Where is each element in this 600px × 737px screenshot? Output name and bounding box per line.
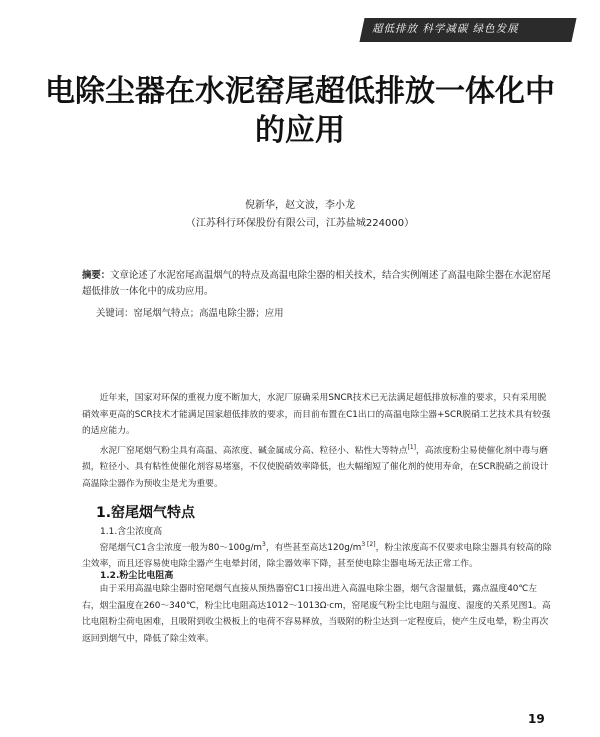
para2-text: 水泥厂窑尾烟气粉尘具有高温、高浓度、碱金属成分高、粒径小、粘性大等特点 (99, 445, 408, 456)
abstract-label: 摘要： (82, 270, 111, 281)
keywords (96, 305, 546, 319)
article-authors: 倪新华，赵文波，李小龙 (245, 200, 355, 211)
page-number: 19 (528, 712, 545, 726)
para2-reference: [1] (407, 444, 416, 451)
para2-text-rest: ，高浓度粉尘易使催化剂中毒与磨损，粒径小、具有粘性使催化剂容易堵塞，不仅使脱硝效率降低，也大幅缩短了催化剂的使用寿命，在SCR脱硝之前设计高温除尘器作为预收尘是尤为重要。 (82, 445, 549, 489)
abstract-text: 文章论述了水泥窑尾高温烟气的特点及高温电除尘器的相关技术，结合实例阐述了高温电除尘器在水泥窑尾超低排放一体化中的成功应用。 (82, 270, 551, 297)
subsection-1-1-heading: 1.1.含尘浓度高 (100, 527, 163, 537)
header-slogan: 超低排放 科学减碳 绿色发展 (372, 23, 519, 35)
sub1-superscript-2: 3 [2] (361, 541, 376, 548)
sub1-superscript: 3 (262, 541, 266, 548)
article-affiliation: （江苏科行环保股份有限公司，江苏盐城224000） (185, 218, 415, 229)
article-title: 电除尘器在水泥窑尾超低排放一体化中的应用 (45, 74, 555, 148)
keywords-label: 关键词： (96, 308, 134, 319)
sub1-text-a: 窑尾烟气C1含尘浓度一般为80～100g/m (99, 542, 262, 553)
keywords-text: 窑尾烟气特点；高温电除尘器；应用 (133, 308, 284, 319)
subsection-1-2-text: 由于采用高温电除尘器时窑尾烟气直接从预热器窑C1口接出进入高温电除尘器，烟气含湿量低，露点温度40℃左右，烟尘温度在260～340℃，粉尘比电阻高达1012～1013Ω·cm，窑尾废气粉尘比电阻与温度、湿度的关系见图1。高比电阻粉尘荷电困难，且吸附到收尘极板上的电荷不容易释放，当吸附的粉尘达到一定程度后，使产生反电晕，粉尘再次返回到烟气中，降低了除尘效率。 (82, 584, 551, 644)
section-1-heading: 1.窑尾烟气特点 (96, 505, 196, 521)
body-paragraph-2 (82, 440, 552, 492)
subsection-1-2-heading: 1.2.粉尘比电阻高 (100, 571, 174, 581)
body-paragraph-1: 近年来，国家对环保的重视力度不断加大，水泥厂原确采用SNCR技术已无法满足超低排放标准的要求，只有采用脱硝效率更高的SCR技术才能满足国家超低排放的要求，而目前布置在C1出口的高温电除尘器+SCR脱硝工艺技术具有较强的适应能力。 (82, 393, 551, 436)
sub1-text-c: ，粉尘浓度高不仅要求电除尘器具有较高的除尘效率，而且还容易使电除尘器产生电晕封闭，除尘器效率下降，甚至使电除尘器电场无法正常工作。 (82, 542, 552, 570)
sub1-text-b: ，有些甚至高达120g/m (265, 542, 362, 553)
abstract (82, 268, 552, 300)
